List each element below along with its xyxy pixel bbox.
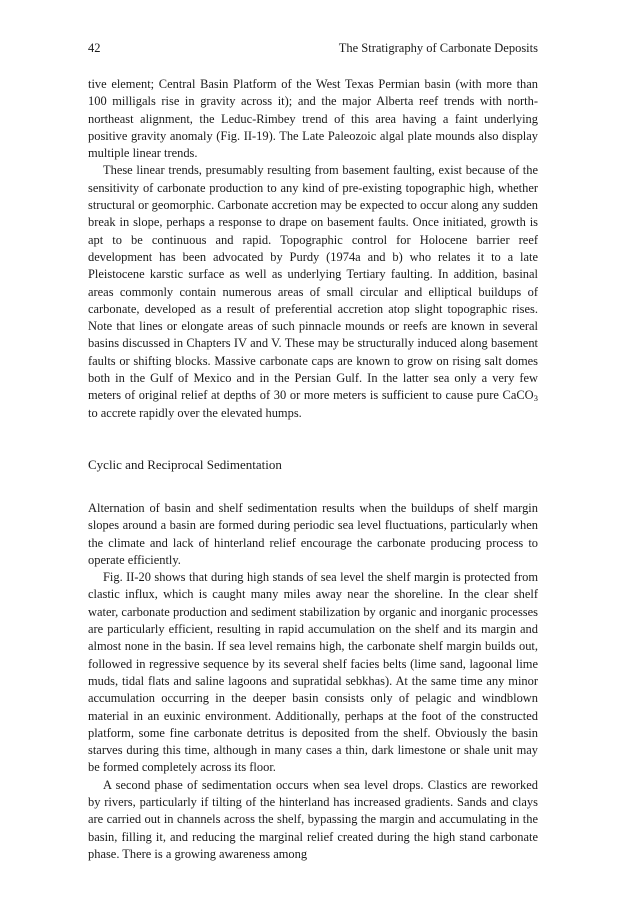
paragraph-5: A second phase of sedimentation occurs when sea level drops. Clastics are reworked by rivers, particularly if tilting of the hinterland has increased gradients. Sands and clays are carried out in channels across the shelf, bypassing the margin and accumulating in the basin, filling it, and reducing the marginal relief created during the high stand carbonate phase. There is a growing awareness among bbox=[88, 777, 538, 861]
caco3-subscript: 3 bbox=[533, 393, 538, 404]
paragraph-2-tail: to accrete rapidly over the elevated humps. bbox=[88, 405, 302, 420]
running-head bbox=[88, 38, 538, 58]
running-title: The Stratigraphy of Carbonate Deposits bbox=[338, 41, 538, 55]
section-heading: Cyclic and Reciprocal Sedimentation bbox=[88, 456, 282, 472]
paragraph-4: Fig. II-20 shows that during high stands of sea level the shelf margin is protected from clastic influx, which is caught many miles away near the shoreline. In the clear shelf water, carbonate production and sediment stabilization by organic and inorganic processes are particularly efficient, resulting in rapid accumulation on the shelf and its margin and almost none in the basin. If sea level remains high, the carbonate shelf margin builds out, followed in regressive sequence by its several shelf facies belts (lime sand, lagoonal lime muds, tidal flats and saline lagoons and supratidal sebkhas). At the same time any minor accumulation occurring in the deeper basin consists only of pelagic and windblown material in an euxinic environment. Additionally, perhaps at the foot of the constructed platform, some fine carbonate detritus is deposited from the shelf. Obviously the basin starves during this time, although in many cases a thin, dark limestone or shale unit may be formed completely across its floor. bbox=[88, 570, 538, 775]
paragraph-2-text: These linear trends, presumably resulting from basement faulting, exist because of the sensitivity of carbonate production to any kind of pre-existing topographic high, whether structural or geomorphic. Carbonate accretion may be expected to occur along any sudden break in slope, perhaps a response to drape on basement faults. Once initiated, growth is apt to be continuous and rapid. Topographic control for Holocene barrier reef development has been advocated by Purdy (1974a and b) who relates it to a late Pleistocene karstic surface as well as underlying Tertiary faulting. In addition, basinal areas commonly contain numerous areas of small circular and elliptical buildups of carbonate, developed as a result of preferential accretion atop slight topographic rises. Note that lines or elongate areas of such pinnacle mounds or reefs are known in several basins discussed in Chapters IV and V. These may be structurally induced along basement faults or shifting blocks. Massive carbonate caps are known to grow on rising salt domes both in the Gulf of Mexico and in the Persian Gulf. In the latter sea only a very few meters of original relief at depths of 30 or more meters is sufficient to cause pure CaCO bbox=[88, 163, 538, 403]
body-text bbox=[88, 76, 538, 863]
page-number: 42 bbox=[88, 41, 101, 55]
paragraph-1: tive element; Central Basin Platform of the West Texas Permian basin (with more than 100 milligals rise in gravity across it); and the major Alberta reef trends with north-northeast alignment, the Leduc-Rimbey trend of this area having a faint underlying positive gravity anomaly (Fig. II-19). The Late Paleozoic algal plate mounds also display multiple linear trends. bbox=[88, 77, 538, 161]
paragraph-3: Alternation of basin and shelf sedimentation results when the buildups of shelf margin slopes around a basin are formed during periodic sea level fluctuations, particularly when the climate and lack of hinterland relief encourage the carbonate producing process to operate efficiently. bbox=[88, 500, 538, 567]
paragraph-2 bbox=[88, 162, 538, 421]
